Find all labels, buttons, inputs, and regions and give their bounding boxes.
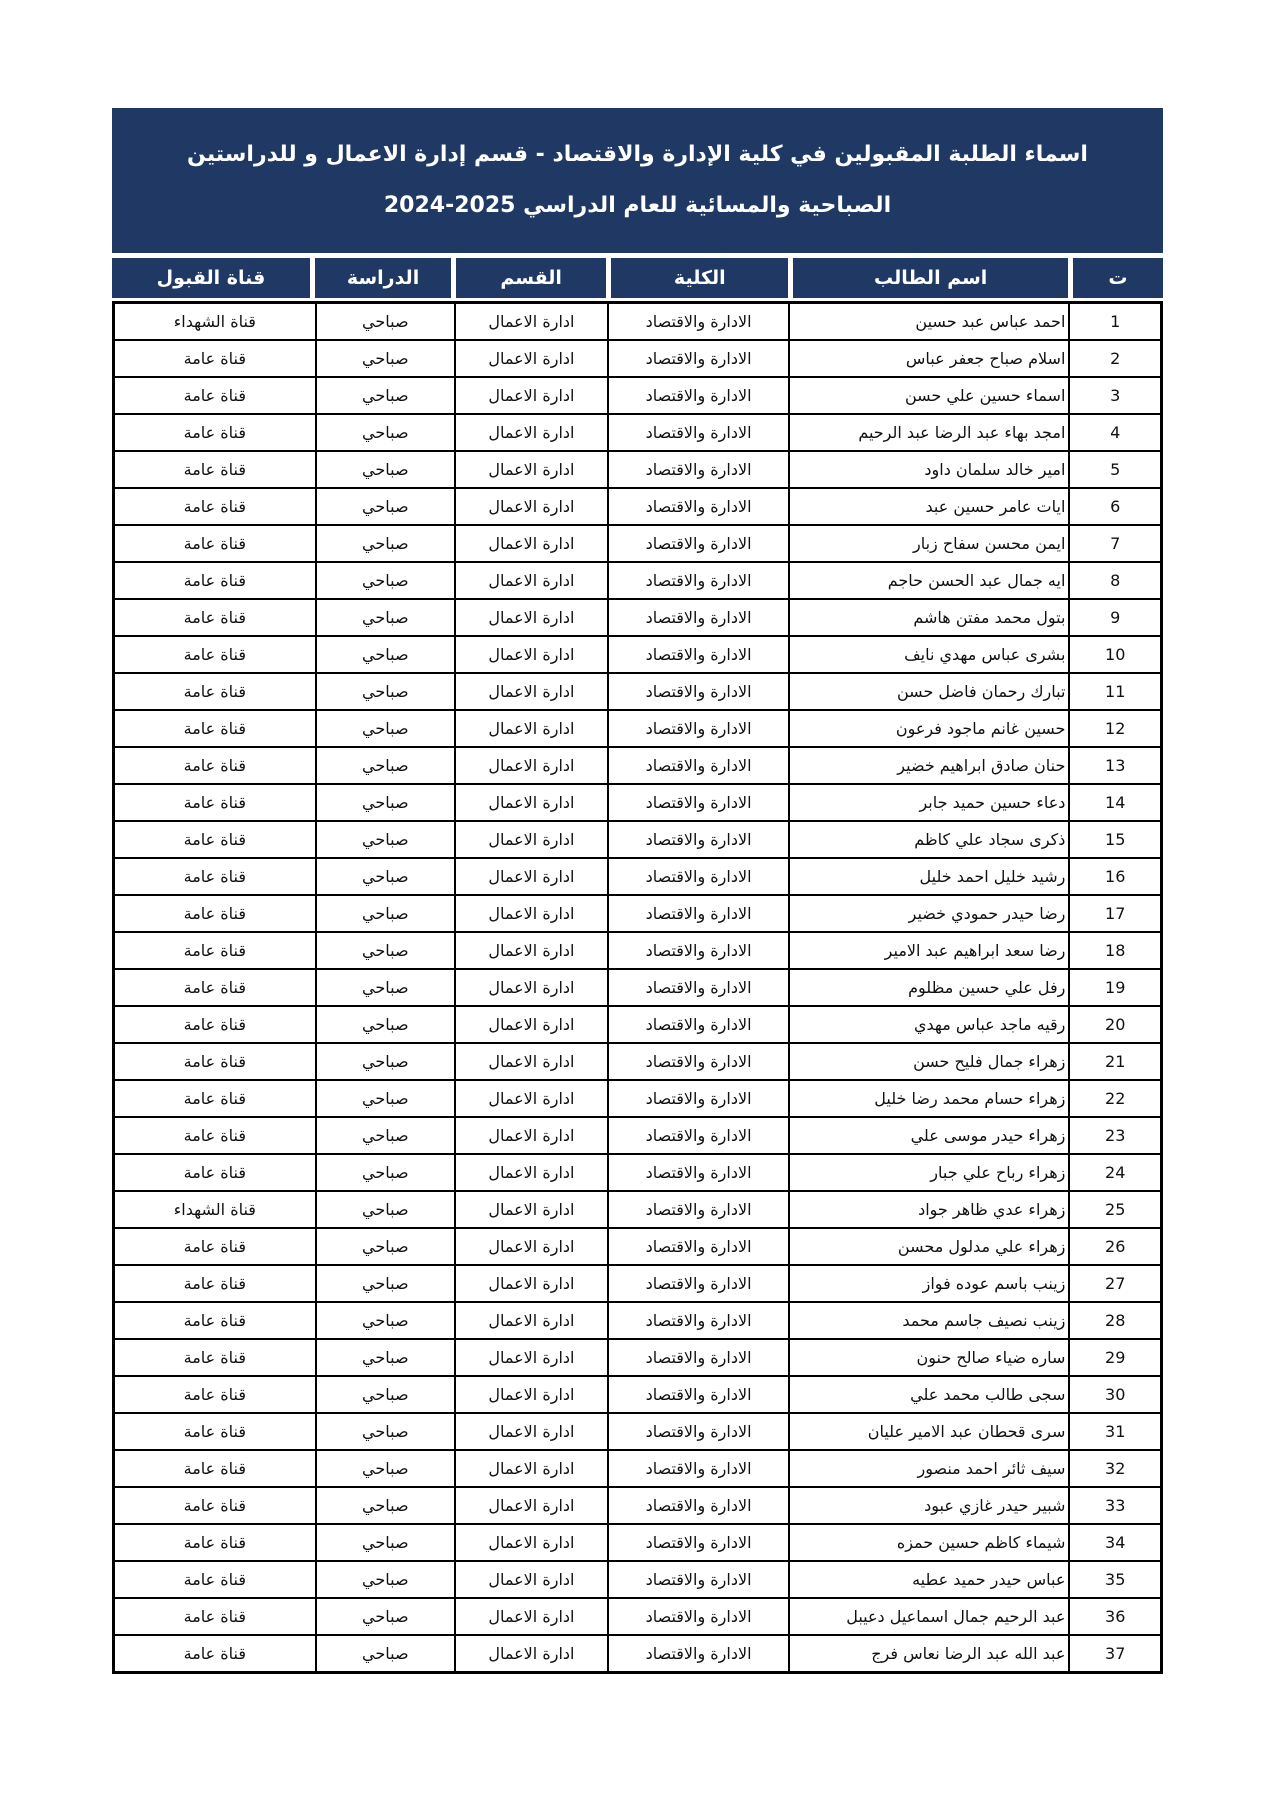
cell-channel: قناة عامة	[114, 1006, 316, 1043]
table-row	[114, 969, 1162, 1006]
cell-channel: قناة عامة	[114, 710, 316, 747]
cell-study: صباحي	[316, 451, 455, 488]
column-header-department: القسم	[456, 258, 606, 298]
cell-college: الادارة والاقتصاد	[608, 1117, 789, 1154]
cell-college: الادارة والاقتصاد	[608, 1487, 789, 1524]
table-row	[114, 1376, 1162, 1413]
cell-student-name: حنان صادق ابراهيم خضير	[789, 747, 1069, 784]
cell-college: الادارة والاقتصاد	[608, 747, 789, 784]
cell-channel: قناة عامة	[114, 340, 316, 377]
cell-department: ادارة الاعمال	[455, 303, 608, 341]
cell-student-name: تبارك رحمان فاضل حسن	[789, 673, 1069, 710]
table-row	[114, 599, 1162, 636]
cell-study: صباحي	[316, 1524, 455, 1561]
cell-study: صباحي	[316, 1487, 455, 1524]
cell-college: الادارة والاقتصاد	[608, 1413, 789, 1450]
table-row	[114, 377, 1162, 414]
cell-study: صباحي	[316, 932, 455, 969]
cell-channel: قناة عامة	[114, 747, 316, 784]
cell-number: 9	[1069, 599, 1161, 636]
cell-college: الادارة والاقتصاد	[608, 377, 789, 414]
cell-department: ادارة الاعمال	[455, 1635, 608, 1673]
cell-college: الادارة والاقتصاد	[608, 710, 789, 747]
cell-study: صباحي	[316, 1339, 455, 1376]
cell-number: 19	[1069, 969, 1161, 1006]
cell-channel: قناة عامة	[114, 1154, 316, 1191]
cell-number: 12	[1069, 710, 1161, 747]
cell-college: الادارة والاقتصاد	[608, 340, 789, 377]
column-header-college: الكلية	[611, 258, 788, 298]
cell-number: 15	[1069, 821, 1161, 858]
cell-college: الادارة والاقتصاد	[608, 932, 789, 969]
cell-channel: قناة عامة	[114, 895, 316, 932]
cell-student-name: امير خالد سلمان داود	[789, 451, 1069, 488]
cell-study: صباحي	[316, 636, 455, 673]
cell-student-name: عبد الله عبد الرضا نعاس فرج	[789, 1635, 1069, 1673]
cell-study: صباحي	[316, 1561, 455, 1598]
cell-college: الادارة والاقتصاد	[608, 1228, 789, 1265]
table-row	[114, 1228, 1162, 1265]
cell-student-name: رضا حيدر حمودي خضير	[789, 895, 1069, 932]
cell-channel: قناة عامة	[114, 1043, 316, 1080]
cell-number: 22	[1069, 1080, 1161, 1117]
table-row	[114, 636, 1162, 673]
cell-study: صباحي	[316, 1080, 455, 1117]
cell-department: ادارة الاعمال	[455, 673, 608, 710]
cell-student-name: احمد عباس عبد حسين	[789, 303, 1069, 341]
page-title: اسماء الطلبة المقبولين في كلية الإدارة والاقتصاد - قسم إدارة الاعمال و للدراستين الصباحية والمسائية للعام الدراسي 2025-2024	[187, 141, 1088, 218]
cell-college: الادارة والاقتصاد	[608, 1265, 789, 1302]
cell-department: ادارة الاعمال	[455, 1006, 608, 1043]
cell-study: صباحي	[316, 1043, 455, 1080]
cell-student-name: رضا سعد ابراهيم عبد الامير	[789, 932, 1069, 969]
title-banner	[112, 108, 1163, 253]
cell-channel: قناة عامة	[114, 969, 316, 1006]
cell-student-name: سيف ثائر احمد منصور	[789, 1450, 1069, 1487]
cell-number: 1	[1069, 303, 1161, 341]
cell-student-name: زهراء علي مدلول محسن	[789, 1228, 1069, 1265]
cell-department: ادارة الاعمال	[455, 1191, 608, 1228]
cell-student-name: ايه جمال عبد الحسن حاجم	[789, 562, 1069, 599]
cell-student-name: رقيه ماجد عباس مهدي	[789, 1006, 1069, 1043]
cell-college: الادارة والاقتصاد	[608, 525, 789, 562]
cell-study: صباحي	[316, 710, 455, 747]
cell-number: 24	[1069, 1154, 1161, 1191]
table-body	[114, 303, 1162, 1673]
cell-department: ادارة الاعمال	[455, 1043, 608, 1080]
cell-study: صباحي	[316, 414, 455, 451]
table-row	[114, 414, 1162, 451]
cell-student-name: ايات عامر حسين عبد	[789, 488, 1069, 525]
cell-study: صباحي	[316, 1376, 455, 1413]
cell-student-name: سجى طالب محمد علي	[789, 1376, 1069, 1413]
cell-study: صباحي	[316, 821, 455, 858]
cell-student-name: شبير حيدر غازي عبود	[789, 1487, 1069, 1524]
cell-study: صباحي	[316, 1191, 455, 1228]
cell-college: الادارة والاقتصاد	[608, 858, 789, 895]
table-row	[114, 1043, 1162, 1080]
cell-channel: قناة عامة	[114, 1598, 316, 1635]
cell-number: 37	[1069, 1635, 1161, 1673]
table-column-header-row	[112, 258, 1163, 298]
cell-study: صباحي	[316, 673, 455, 710]
cell-student-name: اسماء حسين علي حسن	[789, 377, 1069, 414]
cell-student-name: اسلام صباح جعفر عباس	[789, 340, 1069, 377]
cell-student-name: ايمن محسن سفاح زبار	[789, 525, 1069, 562]
cell-college: الادارة والاقتصاد	[608, 414, 789, 451]
cell-department: ادارة الاعمال	[455, 858, 608, 895]
cell-department: ادارة الاعمال	[455, 488, 608, 525]
cell-channel: قناة عامة	[114, 1413, 316, 1450]
cell-study: صباحي	[316, 1635, 455, 1673]
cell-college: الادارة والاقتصاد	[608, 784, 789, 821]
cell-number: 18	[1069, 932, 1161, 969]
cell-channel: قناة عامة	[114, 858, 316, 895]
cell-student-name: زهراء جمال فليح حسن	[789, 1043, 1069, 1080]
cell-channel: قناة عامة	[114, 1228, 316, 1265]
cell-study: صباحي	[316, 1302, 455, 1339]
table-row	[114, 1561, 1162, 1598]
cell-channel: قناة عامة	[114, 932, 316, 969]
cell-number: 13	[1069, 747, 1161, 784]
cell-department: ادارة الاعمال	[455, 895, 608, 932]
table-row	[114, 1524, 1162, 1561]
admission-list-document	[112, 108, 1163, 1674]
cell-college: الادارة والاقتصاد	[608, 303, 789, 341]
cell-student-name: شيماء كاظم حسين حمزه	[789, 1524, 1069, 1561]
cell-number: 26	[1069, 1228, 1161, 1265]
cell-number: 7	[1069, 525, 1161, 562]
cell-channel: قناة عامة	[114, 525, 316, 562]
cell-department: ادارة الاعمال	[455, 414, 608, 451]
cell-college: الادارة والاقتصاد	[608, 1450, 789, 1487]
column-header-channel: قناة القبول	[112, 258, 310, 298]
cell-student-name: ذكرى سجاد علي كاظم	[789, 821, 1069, 858]
cell-channel: قناة عامة	[114, 1450, 316, 1487]
table-row	[114, 340, 1162, 377]
cell-college: الادارة والاقتصاد	[608, 1154, 789, 1191]
cell-department: ادارة الاعمال	[455, 969, 608, 1006]
cell-channel: قناة عامة	[114, 451, 316, 488]
cell-student-name: امجد بهاء عبد الرضا عبد الرحيم	[789, 414, 1069, 451]
cell-college: الادارة والاقتصاد	[608, 1376, 789, 1413]
students-table	[112, 301, 1163, 1674]
cell-channel: قناة عامة	[114, 636, 316, 673]
cell-college: الادارة والاقتصاد	[608, 562, 789, 599]
cell-study: صباحي	[316, 1598, 455, 1635]
table-row	[114, 1006, 1162, 1043]
cell-number: 28	[1069, 1302, 1161, 1339]
cell-department: ادارة الاعمال	[455, 451, 608, 488]
cell-student-name: بتول محمد مفتن هاشم	[789, 599, 1069, 636]
cell-department: ادارة الاعمال	[455, 1302, 608, 1339]
cell-student-name: عبد الرحيم جمال اسماعيل دعيبل	[789, 1598, 1069, 1635]
cell-department: ادارة الاعمال	[455, 784, 608, 821]
cell-department: ادارة الاعمال	[455, 747, 608, 784]
cell-department: ادارة الاعمال	[455, 932, 608, 969]
cell-number: 3	[1069, 377, 1161, 414]
cell-number: 6	[1069, 488, 1161, 525]
table-row	[114, 784, 1162, 821]
cell-department: ادارة الاعمال	[455, 562, 608, 599]
cell-study: صباحي	[316, 562, 455, 599]
cell-college: الادارة والاقتصاد	[608, 1561, 789, 1598]
cell-study: صباحي	[316, 377, 455, 414]
cell-study: صباحي	[316, 895, 455, 932]
cell-number: 14	[1069, 784, 1161, 821]
cell-channel: قناة عامة	[114, 1635, 316, 1673]
cell-college: الادارة والاقتصاد	[608, 636, 789, 673]
cell-college: الادارة والاقتصاد	[608, 1635, 789, 1673]
cell-college: الادارة والاقتصاد	[608, 821, 789, 858]
cell-number: 35	[1069, 1561, 1161, 1598]
cell-student-name: زهراء حيدر موسى علي	[789, 1117, 1069, 1154]
table-row	[114, 1080, 1162, 1117]
table-row	[114, 710, 1162, 747]
cell-department: ادارة الاعمال	[455, 1228, 608, 1265]
cell-student-name: ساره ضياء صالح حنون	[789, 1339, 1069, 1376]
table-row	[114, 1117, 1162, 1154]
cell-college: الادارة والاقتصاد	[608, 1191, 789, 1228]
cell-channel: قناة عامة	[114, 1524, 316, 1561]
cell-department: ادارة الاعمال	[455, 1154, 608, 1191]
cell-student-name: زهراء عدي ظاهر جواد	[789, 1191, 1069, 1228]
table-row	[114, 525, 1162, 562]
cell-college: الادارة والاقتصاد	[608, 1302, 789, 1339]
cell-department: ادارة الاعمال	[455, 1561, 608, 1598]
cell-college: الادارة والاقتصاد	[608, 1339, 789, 1376]
cell-number: 34	[1069, 1524, 1161, 1561]
cell-channel: قناة عامة	[114, 1561, 316, 1598]
cell-channel: قناة عامة	[114, 673, 316, 710]
cell-department: ادارة الاعمال	[455, 340, 608, 377]
cell-department: ادارة الاعمال	[455, 1487, 608, 1524]
table-row	[114, 488, 1162, 525]
cell-department: ادارة الاعمال	[455, 710, 608, 747]
cell-study: صباحي	[316, 303, 455, 341]
cell-channel: قناة عامة	[114, 488, 316, 525]
table-row	[114, 673, 1162, 710]
table-row	[114, 451, 1162, 488]
table-row	[114, 821, 1162, 858]
cell-number: 5	[1069, 451, 1161, 488]
table-row	[114, 1154, 1162, 1191]
cell-channel: قناة عامة	[114, 784, 316, 821]
table-row	[114, 747, 1162, 784]
cell-channel: قناة عامة	[114, 562, 316, 599]
column-header-name: اسم الطالب	[793, 258, 1067, 298]
cell-study: صباحي	[316, 1228, 455, 1265]
cell-channel: قناة عامة	[114, 1265, 316, 1302]
cell-number: 20	[1069, 1006, 1161, 1043]
cell-channel: قناة الشهداء	[114, 1191, 316, 1228]
cell-study: صباحي	[316, 784, 455, 821]
cell-student-name: سرى قحطان عبد الامير عليان	[789, 1413, 1069, 1450]
cell-channel: قناة عامة	[114, 1302, 316, 1339]
cell-number: 31	[1069, 1413, 1161, 1450]
cell-study: صباحي	[316, 1413, 455, 1450]
cell-study: صباحي	[316, 340, 455, 377]
cell-department: ادارة الاعمال	[455, 636, 608, 673]
cell-channel: قناة عامة	[114, 1117, 316, 1154]
cell-number: 21	[1069, 1043, 1161, 1080]
cell-number: 4	[1069, 414, 1161, 451]
cell-student-name: زهراء حسام محمد رضا خليل	[789, 1080, 1069, 1117]
table-row	[114, 1265, 1162, 1302]
cell-channel: قناة عامة	[114, 1339, 316, 1376]
cell-study: صباحي	[316, 1450, 455, 1487]
cell-department: ادارة الاعمال	[455, 1524, 608, 1561]
cell-number: 32	[1069, 1450, 1161, 1487]
cell-number: 10	[1069, 636, 1161, 673]
cell-number: 36	[1069, 1598, 1161, 1635]
cell-department: ادارة الاعمال	[455, 599, 608, 636]
table-row	[114, 932, 1162, 969]
column-header-number: ت	[1073, 258, 1163, 298]
cell-channel: قناة عامة	[114, 377, 316, 414]
cell-number: 25	[1069, 1191, 1161, 1228]
table-row	[114, 1598, 1162, 1635]
table-row	[114, 562, 1162, 599]
cell-number: 2	[1069, 340, 1161, 377]
cell-number: 11	[1069, 673, 1161, 710]
cell-department: ادارة الاعمال	[455, 525, 608, 562]
cell-number: 30	[1069, 1376, 1161, 1413]
cell-department: ادارة الاعمال	[455, 1598, 608, 1635]
table-row	[114, 1339, 1162, 1376]
cell-college: الادارة والاقتصاد	[608, 1598, 789, 1635]
cell-number: 16	[1069, 858, 1161, 895]
cell-number: 17	[1069, 895, 1161, 932]
cell-study: صباحي	[316, 525, 455, 562]
column-header-study: الدراسة	[315, 258, 451, 298]
cell-study: صباحي	[316, 747, 455, 784]
cell-number: 23	[1069, 1117, 1161, 1154]
cell-channel: قناة الشهداء	[114, 303, 316, 341]
cell-college: الادارة والاقتصاد	[608, 1006, 789, 1043]
cell-study: صباحي	[316, 858, 455, 895]
cell-student-name: زينب باسم عوده فواز	[789, 1265, 1069, 1302]
cell-study: صباحي	[316, 488, 455, 525]
table-row	[114, 1191, 1162, 1228]
cell-channel: قناة عامة	[114, 1376, 316, 1413]
cell-department: ادارة الاعمال	[455, 1265, 608, 1302]
table-row	[114, 1487, 1162, 1524]
cell-student-name: بشرى عباس مهدي نايف	[789, 636, 1069, 673]
cell-college: الادارة والاقتصاد	[608, 451, 789, 488]
table-row	[114, 1635, 1162, 1673]
cell-student-name: رفل علي حسين مظلوم	[789, 969, 1069, 1006]
cell-college: الادارة والاقتصاد	[608, 599, 789, 636]
table-row	[114, 303, 1162, 341]
cell-student-name: دعاء حسين حميد جابر	[789, 784, 1069, 821]
cell-study: صباحي	[316, 1265, 455, 1302]
cell-number: 8	[1069, 562, 1161, 599]
cell-channel: قناة عامة	[114, 1080, 316, 1117]
cell-college: الادارة والاقتصاد	[608, 1524, 789, 1561]
cell-channel: قناة عامة	[114, 414, 316, 451]
cell-college: الادارة والاقتصاد	[608, 969, 789, 1006]
cell-study: صباحي	[316, 1154, 455, 1191]
cell-department: ادارة الاعمال	[455, 1339, 608, 1376]
cell-student-name: زينب نصيف جاسم محمد	[789, 1302, 1069, 1339]
cell-channel: قناة عامة	[114, 821, 316, 858]
cell-college: الادارة والاقتصاد	[608, 1080, 789, 1117]
table-row	[114, 1450, 1162, 1487]
cell-department: ادارة الاعمال	[455, 821, 608, 858]
cell-number: 33	[1069, 1487, 1161, 1524]
table-row	[114, 858, 1162, 895]
cell-student-name: عباس حيدر حميد عطيه	[789, 1561, 1069, 1598]
cell-college: الادارة والاقتصاد	[608, 895, 789, 932]
cell-number: 29	[1069, 1339, 1161, 1376]
cell-department: ادارة الاعمال	[455, 1413, 608, 1450]
table-row	[114, 1302, 1162, 1339]
table-row	[114, 1413, 1162, 1450]
cell-study: صباحي	[316, 599, 455, 636]
cell-department: ادارة الاعمال	[455, 1117, 608, 1154]
cell-department: ادارة الاعمال	[455, 1080, 608, 1117]
cell-study: صباحي	[316, 1117, 455, 1154]
cell-channel: قناة عامة	[114, 599, 316, 636]
cell-department: ادارة الاعمال	[455, 1376, 608, 1413]
cell-number: 27	[1069, 1265, 1161, 1302]
cell-student-name: حسين غانم ماجود فرعون	[789, 710, 1069, 747]
cell-channel: قناة عامة	[114, 1487, 316, 1524]
cell-department: ادارة الاعمال	[455, 377, 608, 414]
cell-college: الادارة والاقتصاد	[608, 488, 789, 525]
cell-student-name: زهراء رباح علي جبار	[789, 1154, 1069, 1191]
cell-college: الادارة والاقتصاد	[608, 673, 789, 710]
cell-department: ادارة الاعمال	[455, 1450, 608, 1487]
cell-college: الادارة والاقتصاد	[608, 1043, 789, 1080]
cell-student-name: رشيد خليل احمد خليل	[789, 858, 1069, 895]
table-row	[114, 895, 1162, 932]
cell-study: صباحي	[316, 1006, 455, 1043]
cell-study: صباحي	[316, 969, 455, 1006]
